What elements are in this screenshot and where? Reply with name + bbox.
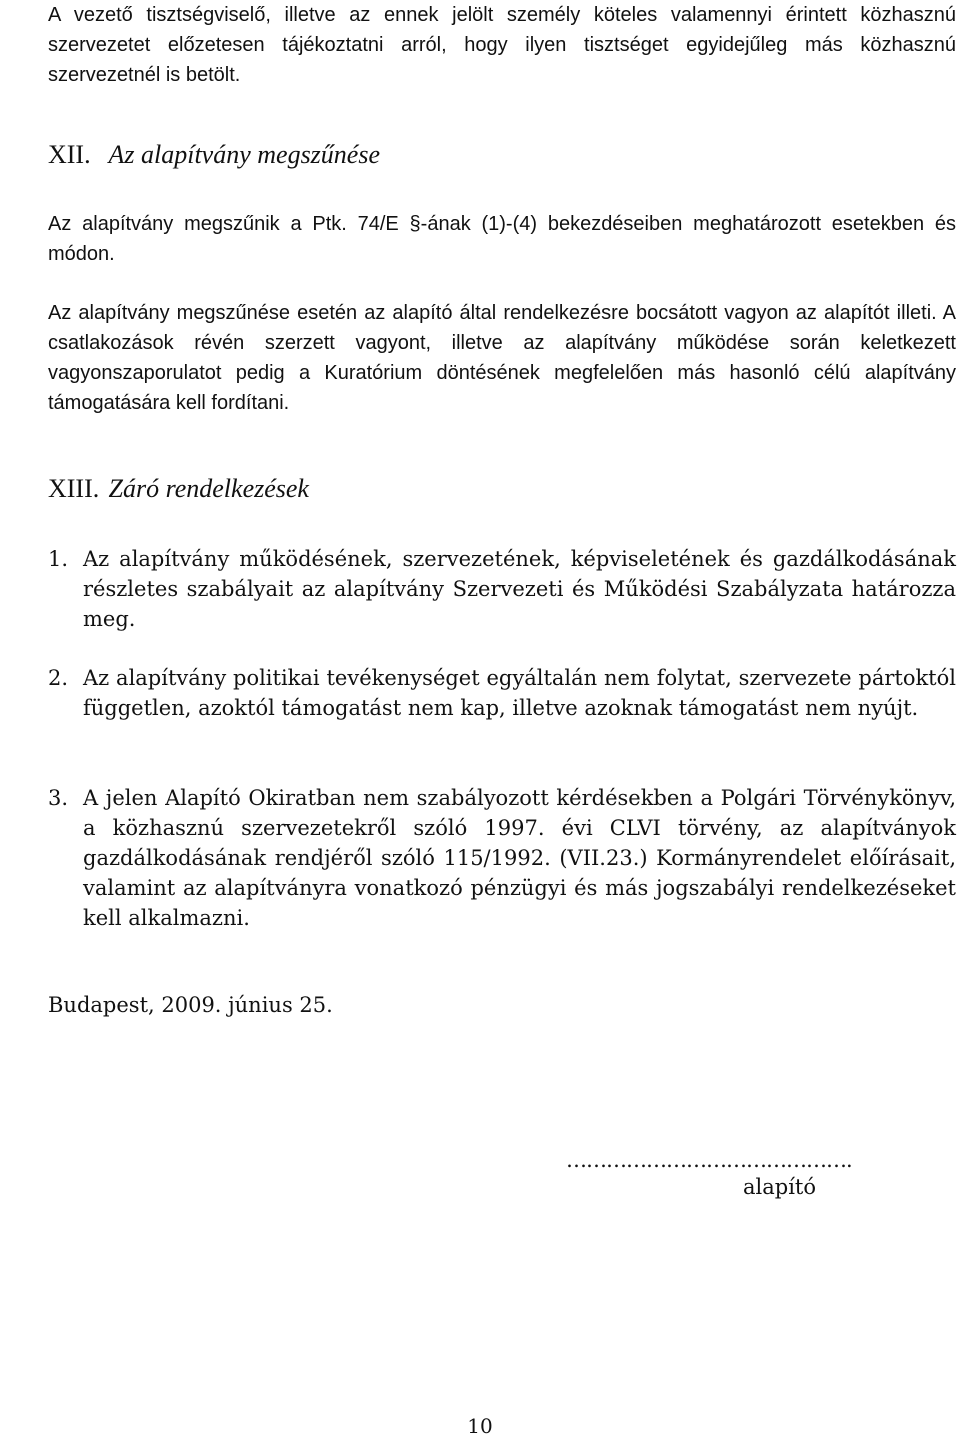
list-item — [48, 544, 956, 634]
intro-text: A vezető tisztségviselő, illetve az ennek jelölt személy köteles valamennyi érintett közhasznú szervezetet előzetesen tájékoztatni arról, hogy ilyen tisztséget egyidejűleg más közhasznú szervezetnél is betölt. — [48, 4, 956, 86]
signature-label: alapító — [743, 1175, 816, 1199]
list-item-number: 2. — [48, 666, 69, 690]
list-item-number: 1. — [48, 547, 69, 571]
section-12-para-2 — [48, 298, 956, 418]
section-12-heading — [48, 138, 380, 172]
list-item-text: Az alapítvány működésének, szervezetének, képviseletének és gazdálkodásának részletes szabályait az alapítvány Szervezeti és Működési Szabályzata határozza meg. — [83, 547, 956, 631]
section-12-para-2-text: Az alapítvány megszűnése esetén az alapító által rendelkezésre bocsátott vagyon az alapítót illeti. A csatlakozások révén szerzett vagyont, illetve az alapítvány működése során keletkezett vagyonszaporulatot pedig a Kuratórium döntésének megfelelően más hasonló célú alapítvány támogatására kell fordítani. — [48, 302, 956, 414]
list-item-number: 3. — [48, 786, 69, 810]
list-item-text: A jelen Alapító Okiratban nem szabályozott kérdésekben a Polgári Törvénykönyv, a közhasznú szervezetekről szóló 1997. évi CLVI törvény, az alapítványok gazdálkodásának rendjéről szóló 115/1992. (VII.23.) Kormányrendelet előírásait, valamint az alapítványra vonatkozó pénzügyi és más jogszabályi rendelkezéseket kell alkalmazni. — [83, 786, 956, 930]
list-item-text: Az alapítvány politikai tevékenységet egyáltalán nem folytat, szervezete pártoktól független, azoktól támogatást nem kap, illetve azoknak támogatást nem nyújt. — [83, 666, 956, 720]
place-and-date: Budapest, 2009. június 25. — [48, 993, 333, 1017]
page-number: 10 — [467, 1414, 493, 1438]
list-item — [48, 783, 956, 933]
section-13-heading — [48, 472, 309, 506]
section-12-title: Az alapítvány megszűnése — [108, 140, 381, 169]
section-13-number: XIII. — [48, 474, 100, 503]
section-12-para-1 — [48, 209, 956, 269]
intro-paragraph — [48, 0, 956, 90]
section-12-para-1-text: Az alapítvány megszűnik a Ptk. 74/E §-ának (1)-(4) bekezdéseiben meghatározott esetekben és módon. — [48, 213, 956, 265]
list-item — [48, 663, 956, 723]
signature-line: ……………………………………. — [566, 1148, 852, 1172]
section-13-title: Záró rendelkezések — [108, 474, 309, 503]
section-12-number: XII. — [48, 140, 91, 169]
